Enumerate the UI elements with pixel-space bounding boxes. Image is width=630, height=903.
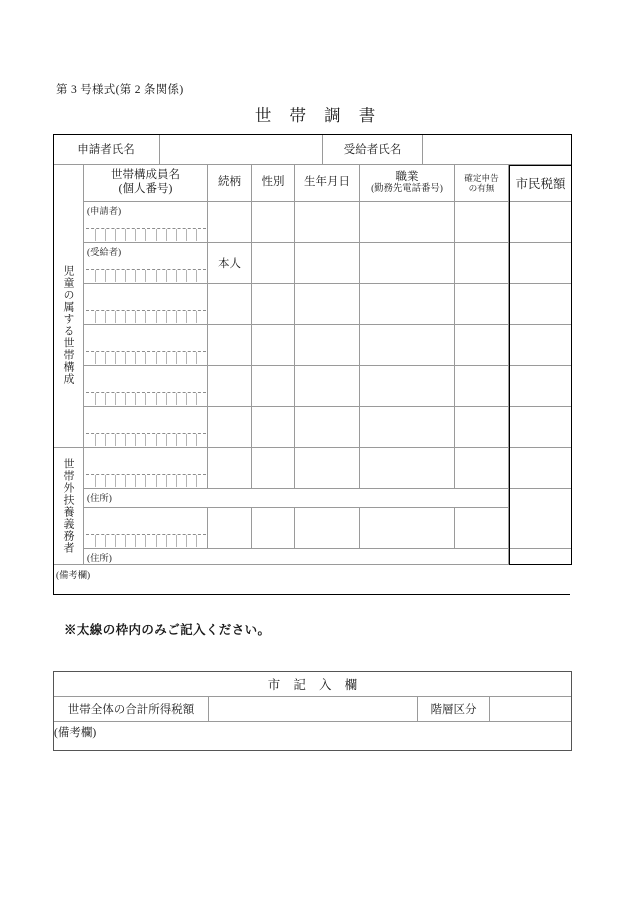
- individual-number-grid: [86, 433, 206, 446]
- member-city-tax-cell: [509, 325, 572, 366]
- outside-occupation-cell[interactable]: [360, 508, 455, 549]
- individual-number-box[interactable]: [86, 352, 96, 364]
- individual-number-box[interactable]: [106, 229, 116, 241]
- individual-number-box[interactable]: [106, 352, 116, 364]
- individual-number-box[interactable]: [146, 352, 156, 364]
- individual-number-grid: [86, 310, 206, 323]
- individual-number-box[interactable]: [146, 311, 156, 323]
- outside-address-cell[interactable]: (住所): [84, 489, 509, 508]
- member-city-tax-cell: [509, 366, 572, 407]
- member-birthdate-cell[interactable]: [295, 202, 360, 243]
- member-city-tax-cell: [509, 202, 572, 243]
- individual-number-box[interactable]: [146, 434, 156, 446]
- member-gender-cell[interactable]: [252, 407, 295, 448]
- individual-number-box[interactable]: [126, 535, 136, 547]
- outside-city-tax-spacer: [509, 489, 572, 508]
- individual-number-box[interactable]: [86, 311, 96, 323]
- individual-number-box[interactable]: [106, 535, 116, 547]
- individual-number-box[interactable]: [116, 475, 126, 487]
- outside-city-tax-cell: [509, 508, 572, 549]
- applicant-name-label: 申請者氏名: [53, 134, 160, 165]
- individual-number-box[interactable]: [197, 352, 206, 364]
- total-income-tax-label: 世帯全体の合計所得税額: [54, 697, 209, 722]
- outside-city-tax-cell: [509, 448, 572, 489]
- individual-number-box[interactable]: [126, 393, 136, 405]
- member-birthdate-cell[interactable]: [295, 325, 360, 366]
- page-title: 世 帯 調 書: [254, 106, 383, 125]
- member-relation-cell[interactable]: [208, 407, 252, 448]
- vertical-label-spacer-header: [53, 165, 84, 202]
- recipient-name-field[interactable]: [423, 134, 572, 165]
- individual-number-box[interactable]: [146, 229, 156, 241]
- individual-number-box[interactable]: [187, 535, 197, 547]
- member-occupation-cell[interactable]: [360, 202, 455, 243]
- column-header-occupation-sub: (勤務先電話番号): [371, 184, 443, 195]
- column-header-relation: 続柄: [208, 165, 252, 202]
- individual-number-box[interactable]: [187, 311, 197, 323]
- individual-number-box[interactable]: [197, 475, 206, 487]
- member-birthdate-cell[interactable]: [295, 284, 360, 325]
- column-header-member-number: (個人番号): [118, 183, 173, 195]
- member-occupation-cell[interactable]: [360, 325, 455, 366]
- individual-number-box[interactable]: [86, 270, 96, 282]
- member-tax-return-cell[interactable]: [455, 243, 509, 284]
- individual-number-box[interactable]: [167, 393, 177, 405]
- individual-number-box[interactable]: [116, 434, 126, 446]
- individual-number-box[interactable]: [116, 393, 126, 405]
- section-label-outside: [53, 448, 84, 565]
- total-income-tax-field[interactable]: [209, 697, 418, 722]
- member-gender-cell[interactable]: [252, 243, 295, 284]
- individual-number-box[interactable]: [197, 434, 206, 446]
- individual-number-box[interactable]: [86, 393, 96, 405]
- member-city-tax-cell: [509, 243, 572, 284]
- individual-number-box[interactable]: [96, 475, 106, 487]
- member-city-tax-cell: [509, 284, 572, 325]
- member-tax-return-cell[interactable]: [455, 202, 509, 243]
- individual-number-box[interactable]: [126, 475, 136, 487]
- section-label-household: [53, 202, 84, 448]
- individual-number-box[interactable]: [157, 311, 167, 323]
- frame-edge-mask: [570, 565, 576, 597]
- individual-number-box[interactable]: [136, 434, 146, 446]
- recipient-name-label: 受給者氏名: [323, 134, 423, 165]
- city-entry-table: [53, 671, 572, 751]
- individual-number-box[interactable]: [157, 535, 167, 547]
- outside-tax-return-cell[interactable]: [455, 508, 509, 549]
- column-header-occupation: [360, 165, 455, 202]
- individual-number-box[interactable]: [116, 352, 126, 364]
- individual-number-box[interactable]: [86, 535, 96, 547]
- member-city-tax-cell: [509, 407, 572, 448]
- section-label-outside-text: 世帯外扶養義務者: [62, 458, 74, 554]
- column-header-city-tax: 市民税額: [509, 165, 572, 202]
- member-relation-cell[interactable]: 本人: [208, 243, 252, 284]
- individual-number-box[interactable]: [197, 393, 206, 405]
- individual-number-box[interactable]: [96, 311, 106, 323]
- individual-number-box[interactable]: [86, 229, 96, 241]
- individual-number-box[interactable]: [86, 434, 96, 446]
- individual-number-box[interactable]: [187, 229, 197, 241]
- member-tax-return-cell[interactable]: [455, 407, 509, 448]
- individual-number-box[interactable]: [197, 229, 206, 241]
- individual-number-box[interactable]: [157, 270, 167, 282]
- member-name-cell[interactable]: (受給者): [84, 243, 208, 284]
- outside-relation-cell[interactable]: [208, 508, 252, 549]
- member-relation-cell[interactable]: [208, 284, 252, 325]
- member-birthdate-cell[interactable]: [295, 243, 360, 284]
- individual-number-box[interactable]: [136, 229, 146, 241]
- individual-number-box[interactable]: [146, 270, 156, 282]
- individual-number-grid: [86, 269, 206, 282]
- individual-number-box[interactable]: [126, 434, 136, 446]
- outside-birthdate-cell[interactable]: [295, 448, 360, 489]
- member-gender-cell[interactable]: [252, 325, 295, 366]
- member-name-cell[interactable]: (申請者): [84, 202, 208, 243]
- outside-gender-cell[interactable]: [252, 448, 295, 489]
- individual-number-grid: [86, 392, 206, 405]
- individual-number-box[interactable]: [106, 311, 116, 323]
- individual-number-box[interactable]: [136, 270, 146, 282]
- individual-number-box[interactable]: [96, 535, 106, 547]
- individual-number-box[interactable]: [187, 434, 197, 446]
- individual-number-box[interactable]: [167, 352, 177, 364]
- tier-classification-label: 階層区分: [418, 697, 490, 722]
- individual-number-box[interactable]: [187, 475, 197, 487]
- individual-number-box[interactable]: [167, 535, 177, 547]
- individual-number-box[interactable]: [136, 311, 146, 323]
- member-tax-return-cell[interactable]: [455, 325, 509, 366]
- individual-number-box[interactable]: [197, 535, 206, 547]
- outside-birthdate-cell[interactable]: [295, 508, 360, 549]
- individual-number-box[interactable]: [177, 393, 187, 405]
- member-birthdate-cell[interactable]: [295, 366, 360, 407]
- household-survey-table: [53, 134, 572, 595]
- column-header-birthdate: 生年月日: [295, 165, 360, 202]
- member-gender-cell[interactable]: [252, 366, 295, 407]
- individual-number-box[interactable]: [157, 434, 167, 446]
- tier-classification-field[interactable]: [490, 697, 571, 722]
- member-occupation-cell[interactable]: [360, 243, 455, 284]
- applicant-name-field[interactable]: [160, 134, 323, 165]
- individual-number-box[interactable]: [86, 475, 96, 487]
- column-header-member-name: [84, 165, 208, 202]
- individual-number-box[interactable]: [106, 475, 116, 487]
- member-occupation-cell[interactable]: [360, 284, 455, 325]
- individual-number-box[interactable]: [157, 475, 167, 487]
- individual-number-box[interactable]: [177, 352, 187, 364]
- individual-number-box[interactable]: [116, 270, 126, 282]
- individual-number-box[interactable]: [106, 270, 116, 282]
- individual-number-box[interactable]: [177, 434, 187, 446]
- column-header-gender: 性別: [252, 165, 295, 202]
- individual-number-box[interactable]: [106, 393, 116, 405]
- column-header-occupation-main: 職業: [395, 170, 419, 183]
- individual-number-box[interactable]: [146, 535, 156, 547]
- individual-number-box[interactable]: [96, 434, 106, 446]
- notice-text: ※太線の枠内のみご記入ください。: [64, 623, 271, 637]
- outside-gender-cell[interactable]: [252, 508, 295, 549]
- individual-number-box[interactable]: [96, 393, 106, 405]
- outside-city-tax-spacer: [509, 549, 572, 565]
- member-relation-cell[interactable]: [208, 325, 252, 366]
- individual-number-box[interactable]: [167, 434, 177, 446]
- section-label-household-text: 児童の属する世帯構成: [62, 264, 74, 385]
- individual-number-box[interactable]: [187, 393, 197, 405]
- member-relation-cell[interactable]: [208, 202, 252, 243]
- individual-number-box[interactable]: [106, 434, 116, 446]
- individual-number-grid: [86, 228, 206, 241]
- outside-tax-return-cell[interactable]: [455, 448, 509, 489]
- individual-number-box[interactable]: [157, 352, 167, 364]
- individual-number-grid: [86, 351, 206, 364]
- column-header-tax-return-line1: 確定申告: [464, 172, 499, 183]
- individual-number-box[interactable]: [187, 270, 197, 282]
- individual-number-box[interactable]: [197, 270, 206, 282]
- column-header-tax-return-line2: の有無: [468, 183, 495, 193]
- individual-number-box[interactable]: [116, 311, 126, 323]
- individual-number-box[interactable]: [167, 229, 177, 241]
- individual-number-box[interactable]: [177, 311, 187, 323]
- individual-number-box[interactable]: [126, 270, 136, 282]
- individual-number-box[interactable]: [177, 475, 187, 487]
- individual-number-box[interactable]: [136, 393, 146, 405]
- individual-number-box[interactable]: [177, 229, 187, 241]
- individual-number-box[interactable]: [146, 475, 156, 487]
- individual-number-box[interactable]: [96, 352, 106, 364]
- individual-number-box[interactable]: [187, 352, 197, 364]
- individual-number-box[interactable]: [157, 393, 167, 405]
- individual-number-box[interactable]: [126, 352, 136, 364]
- individual-number-box[interactable]: [157, 229, 167, 241]
- individual-number-box[interactable]: [167, 311, 177, 323]
- outside-address-cell[interactable]: (住所): [84, 549, 509, 565]
- individual-number-box[interactable]: [126, 311, 136, 323]
- form-number: 第 3 号様式(第 2 条関係): [56, 84, 184, 96]
- column-header-tax-return: [455, 165, 509, 202]
- individual-number-box[interactable]: [177, 535, 187, 547]
- member-birthdate-cell[interactable]: [295, 407, 360, 448]
- member-relation-cell[interactable]: [208, 366, 252, 407]
- individual-number-box[interactable]: [96, 229, 106, 241]
- individual-number-box[interactable]: [136, 535, 146, 547]
- individual-number-box[interactable]: [197, 311, 206, 323]
- individual-number-box[interactable]: [167, 475, 177, 487]
- city-remarks-cell[interactable]: (備考欄): [54, 727, 97, 739]
- outside-relation-cell[interactable]: [208, 448, 252, 489]
- individual-number-box[interactable]: [177, 270, 187, 282]
- individual-number-box[interactable]: [116, 535, 126, 547]
- individual-number-grid: [86, 534, 206, 547]
- individual-number-box[interactable]: [96, 270, 106, 282]
- individual-number-grid: [86, 474, 206, 487]
- individual-number-box[interactable]: [136, 475, 146, 487]
- remarks-cell[interactable]: (備考欄): [56, 571, 91, 581]
- member-occupation-cell[interactable]: [360, 366, 455, 407]
- city-entry-title: 市 記 入 欄: [54, 672, 571, 697]
- member-tax-return-cell[interactable]: [455, 284, 509, 325]
- individual-number-box[interactable]: [167, 270, 177, 282]
- individual-number-box[interactable]: [126, 229, 136, 241]
- outside-occupation-cell[interactable]: [360, 448, 455, 489]
- individual-number-box[interactable]: [116, 229, 126, 241]
- member-gender-cell[interactable]: [252, 284, 295, 325]
- column-header-member-name-main: 世帯構成員名: [111, 169, 180, 182]
- member-gender-cell[interactable]: [252, 202, 295, 243]
- member-tax-return-cell[interactable]: [455, 366, 509, 407]
- individual-number-box[interactable]: [136, 352, 146, 364]
- member-occupation-cell[interactable]: [360, 407, 455, 448]
- individual-number-box[interactable]: [146, 393, 156, 405]
